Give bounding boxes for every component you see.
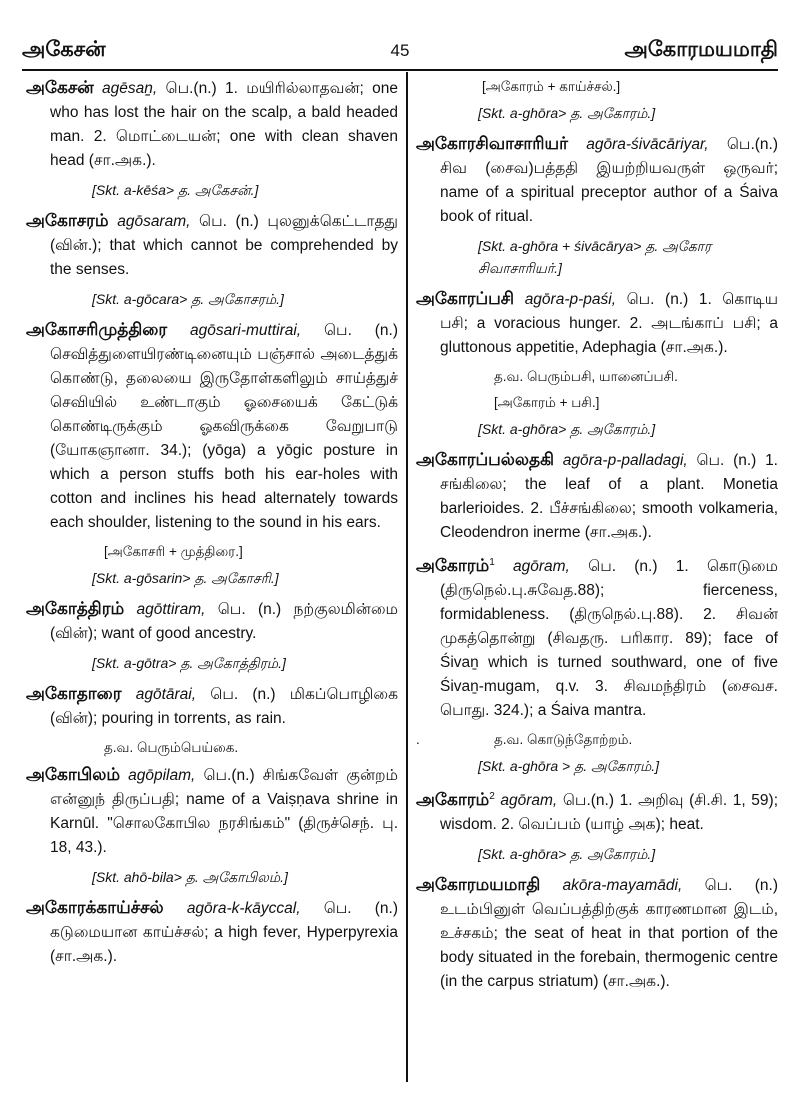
entry <box>26 76 398 173</box>
transliteration: agōra-k-kāyccal, <box>186 900 301 917</box>
transliteration: agōpilam, <box>128 767 196 784</box>
definition: பெ. (n.) 1. கொடுமை (திருநெல்.பு.சுவேத.88); fierceness, formidableness. (திருநெல்.பு.88). 2. சிவன் முகத்தொன்று (சிவதரு. பரிகார. 89); face of Śivaṉ which is turned southward, one of five Śivaṉ-mugam, q.v. 3. சிவமந்திரம் (சைவச. பொது. 324.); a Śaiva mantra. <box>440 558 778 720</box>
headword: அகோரக்காய்ச்சல் <box>26 898 164 917</box>
tamil-equivalent-note: த.வ. பெரும்பெய்கை. <box>104 740 239 755</box>
transliteration: agōra-p-palladagi, <box>562 452 688 469</box>
transliteration: agōram, <box>500 792 558 810</box>
headword: அகோபிலம் <box>26 765 121 784</box>
running-head-right: அகோரமயமாதி <box>624 38 778 61</box>
etymology: [Skt. a-kēśa> த. அகேசன்.] <box>92 182 259 198</box>
transliteration: agēsaṉ, <box>102 80 158 97</box>
definition: பெ. (n.) 1. கொடிய பசி; a voracious hunger. 2. அடங்காப் பசி; a gluttonous appetitie, Adephagia (சா.அக.). <box>440 291 779 356</box>
transliteration: agōsaram, <box>117 213 191 230</box>
headword: அகோரம் <box>416 556 490 576</box>
compound-note: [அகோசரி + முத்திரை.] <box>104 544 243 559</box>
entry <box>416 551 778 723</box>
entry <box>416 448 778 545</box>
headword: அகோரசிவாசாரியர் <box>416 134 568 153</box>
etymology: [Skt. a-ghōra> த. அகோரம்.] <box>478 846 656 863</box>
homonym-number: 2 <box>489 791 495 803</box>
definition: பெ. (n.) கடுமையான காய்ச்சல்; a high fever, Hyperpyrexia (சா.அக.). <box>50 900 398 965</box>
definition: பெ.(n.) சிவ (சைவ)பத்ததி இயற்றியவருள் ஒருவர்; name of a spiritual preceptor author of a Śaiva book of ritual. <box>440 136 779 225</box>
left-column <box>26 76 398 975</box>
entry <box>26 318 398 535</box>
etymology: [Skt. a-ghōra> த. அகோரம்.] <box>478 105 656 121</box>
headword: அகோரப்பசி <box>416 289 515 308</box>
running-head-left: அகேசன் <box>22 38 106 61</box>
etymology: [Skt. a-ghōra > த. அகோரம்.] <box>478 758 660 775</box>
headword: அகோரமயமாதி <box>416 875 541 895</box>
etymology: [Skt. a-gōtra> த. அகோத்திரம்.] <box>92 655 286 671</box>
headword: அகோசரிமுத்திரை <box>26 320 168 339</box>
headword: அகோரம் <box>416 790 490 810</box>
definition: பெ.(n.) 1. மயிரில்லாதவன்; one who has lost the hair on the scalp, a bald headed man. 2. மொட்டையன்; one with clean shaven head (சா.அக.). <box>50 80 399 169</box>
transliteration: agōra-p-paśi, <box>524 291 617 308</box>
entry <box>416 785 778 837</box>
margin-dot: . <box>416 732 420 748</box>
tamil-equivalent-note: த.வ. பெரும்பசி, யானைப்பசி. <box>494 369 678 384</box>
etymology: [Skt. a-ghōra + śivācārya> த. அகோர சிவாசாரியர்.] <box>478 238 712 276</box>
right-column <box>416 76 778 1000</box>
entry <box>416 873 778 994</box>
headword: அகோத்திரம் <box>26 599 125 618</box>
page-header <box>22 30 778 70</box>
headword: அகோரப்பல்லதகி <box>416 450 555 469</box>
transliteration: agōra-śivācāriyar, <box>586 136 709 153</box>
entry <box>26 682 398 731</box>
entry <box>26 896 398 969</box>
headword: அகேசன் <box>26 78 94 97</box>
entry <box>26 597 398 646</box>
etymology: [Skt. ahō-bila> த. அகோபிலம்.] <box>92 869 288 885</box>
definition: பெ.(n.) சிங்கவேள் குன்றம் என்னுந் திருப்பதி; name of a Vaiṣṇava shrine in Karnūl. "சொலகோபில நரசிங்கம்" (திருச்செந். பு. 18, 43.). <box>50 767 399 856</box>
definition: பெ.(n.) 1. அறிவு (சி.சி. 1, 59); wisdom. 2. வெப்பம் (யாழ் அக); heat. <box>440 792 779 834</box>
transliteration: agōram, <box>513 558 570 576</box>
definition: பெ. (n.) செவித்துளையிரண்டினையும் பஞ்சால் அடைத்துக் கொண்டு, தலையை இருதோள்களிலும் சாய்த்துச் செவியில் உண்டாகும் ஓசையைக் கேட்டுக் கொண்டிருக்கும் ஓகவிருக்கை வேறுபாடு (யோகஞானா. 34.); (yōga) a yōgic posture in which a person stuffs both his ear-holes with cotton and inclines his head alternately towards each shoulder, listening to the sound in his ears. <box>50 322 398 531</box>
definition: பெ. (n.) புலனுக்கெட்டாதது (வின்.); that which cannot be comprehended by the senses. <box>50 213 398 278</box>
definition: பெ. (n.) நற்குலமின்மை (வின்); want of good ancestry. <box>50 601 398 642</box>
entry <box>26 209 398 282</box>
page-number: 45 <box>390 41 410 60</box>
entry <box>26 763 398 860</box>
transliteration: agōsari-muttirai, <box>189 322 302 339</box>
transliteration: agōtārai, <box>135 686 197 703</box>
definition: பெ. (n.) உடம்பினுள் வெப்பத்திற்குக் காரணமான இடம், உச்சகம்; the seat of heat in that portion of the body situated in the forebain, thermogenic centre (in the carpus striatum) (சா.அக.). <box>440 877 778 991</box>
tamil-equivalent-note <box>416 729 778 751</box>
definition: பெ. (n.) 1. சங்கிலை; the leaf of a plant. Monetia barlerioides. 2. பீச்சங்கிலை; smooth volkameria, Cleodendron inerme (சா.அக.). <box>440 452 778 541</box>
definition: பெ. (n.) மிகப்பொழிகை (வின்); pouring in torrents, as rain. <box>50 686 399 727</box>
transliteration: akōra-mayamādi, <box>562 877 683 895</box>
homonym-number: 1 <box>489 557 495 568</box>
entry <box>416 132 778 229</box>
headword: அகோதாரை <box>26 684 122 703</box>
column-divider <box>406 72 408 1082</box>
transliteration: agōttiram, <box>136 601 206 618</box>
compound-note: [அகோரம் + பசி.] <box>494 395 600 410</box>
headword: அகோசரம் <box>26 211 109 230</box>
compound-note: [அகோரம் + காய்ச்சல்.] <box>482 79 621 94</box>
header-rule <box>22 69 778 71</box>
etymology: [Skt. a-gōcara> த. அகோசரம்.] <box>92 291 284 307</box>
etymology: [Skt. a-ghōra> த. அகோரம்.] <box>478 421 656 437</box>
note-text: த.வ. கொடுந்தோற்றம். <box>494 732 633 748</box>
etymology: [Skt. a-gōsarin> த. அகோசரி.] <box>92 570 279 586</box>
entry <box>416 287 778 360</box>
